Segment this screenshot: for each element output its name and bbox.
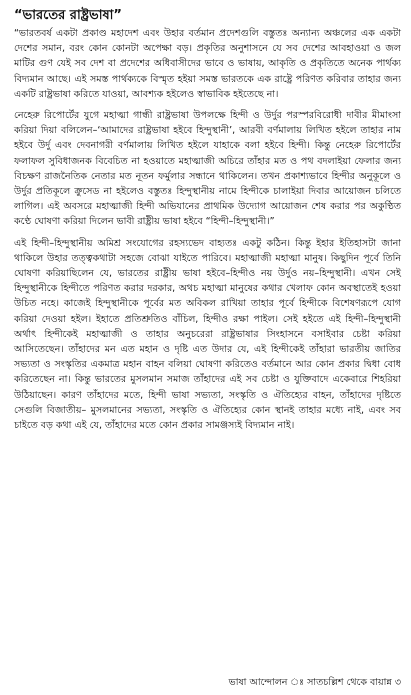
page-footer: ভাষা আন্দোলন ঃ সাতচল্লিশ থেকে বায়ান্ন ৩ (228, 677, 401, 688)
paragraph-1: “ভারতবর্ষ একটা প্রকাণ্ড মহাদেশ এবং উহার বর্তমান প্রদেশগুলি বস্তুতঃ অন্যান্য অঞ্চলের এক একটা দেশের সমান, বরং কোন কোনটা অপেক্ষা বড়। প্রকৃতির অনুশাসনে যে সব দেশের আবহাওয়া ও জল মাটির গুণ যেই সব দেশ বা প্রদেশের অধিবাসীদের ভাবে ও ভাষায়, আকৃতি ও প্রকৃতিতে অনেক পার্থক্য বিদ্যমান আছে। এই সমস্ত পার্থক্যকে বিস্মৃত হইয়া সমস্ত ভারতকে এক রাষ্ট্রে পরিণত করিবার তাহার জন্য একটি রাষ্ট্রভাষা করিতে যাওয়া, আবশ্যক হইলেও স্বাভাবিক হইতেছে না। (14, 28, 401, 100)
paragraph-3: এই হিন্দী–হিন্দুস্থানীয় অমিশ্র সংযোগের রহস্যভেদ বাহ্যতঃ একটু কঠিন। কিন্তু ইহার ইতিহাসটা জানা থাকিলে উহার তত্ত্বকথাটা সহজে বোঝা যাইতে পারিবে। মহাত্মাজী মহাত্মা মানুষ। কিছুদিন পূর্বে তিনি ঘোষণা করিয়াছিলেন যে, ভারতের রাষ্ট্রীয় ভাষা হইবে–হিন্দীও নয় উর্দুও নয়–হিন্দুস্থানী। এখন সেই হিন্দুস্থানীকে হিন্দীতে পরিণত করার দরকার, অথচ মহাত্মা মানুষের কথার খেলাফ কোন অবস্থাতেই হওয়া উচিত নহে। কাজেই হিন্দুস্থানীকে পূর্বের মত অবিকল রাখিয়া তাহার পূর্বে হিন্দীকে বিশেষণরূপে যোগ করিয়া দেওয়া হইল। ইহাতে প্রতিশ্রুতিও বাঁচিল, হিন্দীও রক্ষা পাইল। সেই হইতে এই হিন্দী–হিন্দুস্থানী অর্থাৎ হিন্দীকেই মহাত্মাজী ও তাহার অনুচরেরা রাষ্ট্রভাষার সিংহাসনে বসাইবার চেষ্টা করিয়া আসিতেছেন। তাঁহাদের মন এত মহান ও দৃষ্টি এত উদার যে, এই হিন্দীকেই তাঁহারা ভারতীয় জাতির সভ্যতা ও সংস্কৃতির একমাত্র মহান বাহন বলিয়া ঘোষণা করিতেও বর্তমানে আর কোন প্রকার দ্বিধা বোধ করিতেছেন না। কিন্তু ভারতের মুসলমান সমাজ তাঁহাদের এই সব চেষ্টা ও যুক্তিবাদে একেবারে শিহরিয়া উঠিয়াছেন। কারণ তাঁহাদের মতে, হিন্দী ভাষা সভ্যতা, সংস্কৃতি ও ঐতিহ্যের বাহন, তাঁহাদের দৃষ্টিতে সেগুলি বিজাতীয়– মুসলমানের সভ্যতা, সংস্কৃতি ও ঐতিহ্যের কোন স্থানই তাহার মধ্যে নাই, এবং সব চাইতে বড় কথা এই যে, তাঁহাদের মতে কোন প্রকার সামঞ্জস্যই বিদ্যমান নাই। (14, 237, 401, 432)
paragraph-2: নেহেরু রিপোর্টের যুগে মহাত্মা গান্ধী রাষ্ট্রভাষা উপলক্ষে হিন্দী ও উর্দুর পরস্পরবিরোধী দাবীর মীমাংসা করিয়া দিয়া বলিলেন–‘আমাদের রাষ্ট্রভাষা হইবে হিন্দুস্থানী’, আরবী বর্ণমালায় লিখিত হইলে তাহার নাম হইবে উর্দু এবং দেবনাগরী বর্ণমালায় লিখিত হইলে যাহাকে বলা হইবে হিন্দী। কিন্তু নেহেরু রিপোর্টের ফলাফল সুবিধাজনক বিবেচিত না হওয়াতে মহাত্মাজী অচিরে তাঁহার মত ও পথ বদলাইয়া ফেলার জন্য বিচক্ষণ রাজনৈতিক নেতার মত নূতন ফর্মুলার সন্ধানে থাকিলেন। তখন প্রকাশ্যভাবে হিন্দীর অনুকূলে ও উর্দুর প্রতিকূলে ক্রুসেড না হইলেও বস্তুতঃ হিন্দুস্থানীয় নামে হিন্দীকে চালাইয়া দিবার আয়োজন চলিতে লাগিল। এই অবসরে মহাত্মাজী হিন্দী অভিযানের প্রাথমিক উদ্যোগ আয়োজন শেষ করার পর অকুণ্ঠিত কণ্ঠে ঘোষণা করিয়া দিলেন ভাবী রাষ্ট্রীয় ভাষা হইবে “হিন্দী–হিন্দুস্থানী।” (14, 110, 401, 228)
document-title: “ভারতের রাষ্ট্রভাষা” (14, 8, 122, 23)
